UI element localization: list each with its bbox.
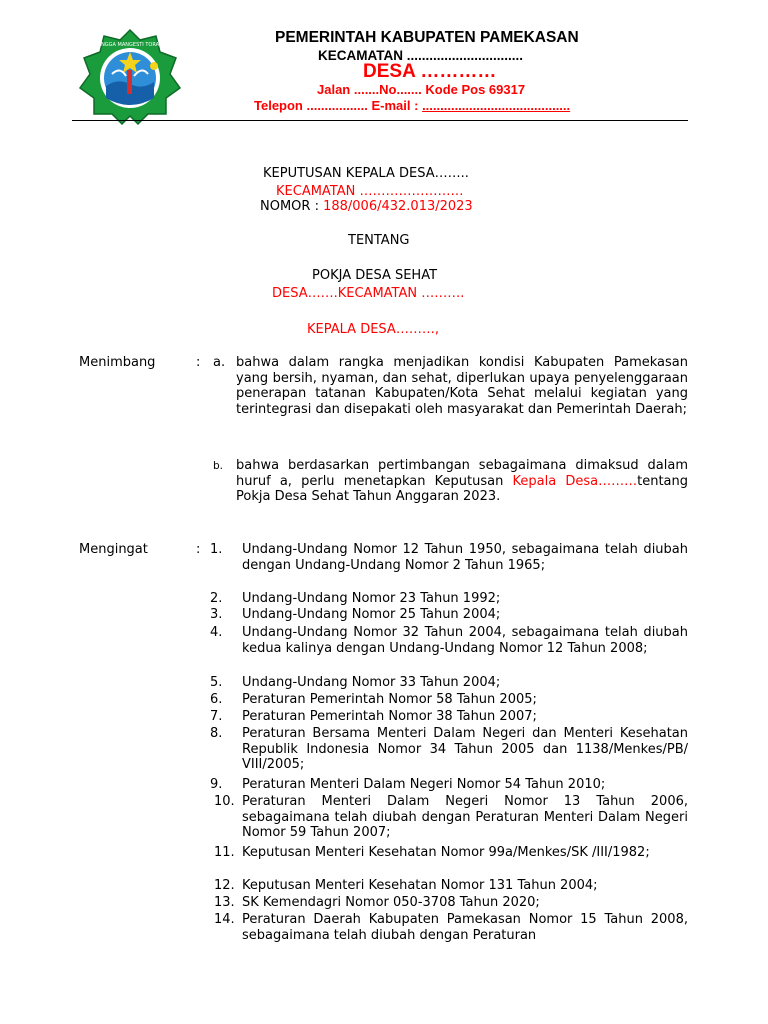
list-item: Peraturan Menteri Dalam Negeri Nomor 54 Tahun 2010; <box>242 777 606 792</box>
list-item: Peraturan Pemerintah Nomor 38 Tahun 2007; <box>242 709 537 724</box>
list-item: Undang-Undang Nomor 32 Tahun 2004, sebagaimana telah diubah kedua kalinya dengan Undang-Undang Nomor 12 Tahun 2008; <box>242 625 688 656</box>
mengingat-label: Mengingat <box>79 542 148 557</box>
menimbang-b-post: tentang Pokja Desa Sehat Tahun Anggaran 2023. <box>236 473 688 504</box>
letterhead-phone: Telepon ................. E-mail : <box>254 98 423 113</box>
list-item: Keputusan Menteri Kesehatan Nomor 131 Tahun 2004; <box>242 878 598 893</box>
letterhead-email: ......................................... <box>422 98 571 113</box>
mengingat-colon: : <box>196 542 201 557</box>
letterhead-divider <box>72 120 688 121</box>
list-item: SK Kemendagri Nomor 050-3708 Tahun 2020; <box>242 895 540 910</box>
kepala-desa-heading: KEPALA DESA………, <box>307 322 439 337</box>
menimbang-b-pre: bahwa berdasarkan pertimbangan sebagaimana dimaksud dalam huruf a, perlu menetapkan Keputusan <box>236 458 688 489</box>
list-number: 13. <box>214 895 235 910</box>
list-number: 14. <box>214 912 235 927</box>
list-item: Peraturan Menteri Dalam Negeri Nomor 13 Tahun 2006, sebagaimana telah diubah dengan Peraturan Menteri Dalam Negeri Nomor 59 Tahun 2007; <box>242 794 688 840</box>
list-number: 7. <box>210 709 223 724</box>
tentang-heading: TENTANG <box>348 233 410 248</box>
list-number: 8. <box>210 726 223 741</box>
list-number: 6. <box>210 692 223 707</box>
menimbang-b-text <box>236 458 688 505</box>
list-item: Undang-Undang Nomor 12 Tahun 1950, sebagaimana telah diubah dengan Undang-Undang Nomor 2 Tahun 1965; <box>242 542 688 573</box>
list-item: Peraturan Daerah Kabupaten Pamekasan Nomor 15 Tahun 2008, sebagaimana telah diubah dengan Peraturan <box>242 912 688 943</box>
list-item: Peraturan Bersama Menteri Dalam Negeri dan Menteri Kesehatan Republik Indonesia Nomor 34 Tahun 2005 dan 1138/Menkes/PB/ VIII/2005; <box>242 726 688 772</box>
nomor-value: 188/006/432.013/2023 <box>323 199 473 214</box>
letterhead-district: KECAMATAN ............................... <box>318 48 524 63</box>
list-number: 5. <box>210 675 223 690</box>
menimbang-a-mark: a. <box>213 355 226 370</box>
menimbang-b-mark: b. <box>213 460 224 472</box>
list-number: 4. <box>210 625 223 640</box>
list-item: Keputusan Menteri Kesehatan Nomor 99a/Menkes/SK /III/1982; <box>242 845 650 860</box>
letterhead-contact <box>254 98 768 113</box>
letterhead-village: DESA ………… <box>363 61 497 82</box>
menimbang-b-red: Kepala Desa……… <box>512 473 638 489</box>
decree-subject: POKJA DESA SEHAT <box>312 268 438 283</box>
nomor-label: NOMOR : <box>260 199 324 214</box>
list-item: Undang-Undang Nomor 33 Tahun 2004; <box>242 675 501 690</box>
letterhead-address: Jalan .......No....... Kode Pos 69317 <box>317 82 526 97</box>
list-number: 12. <box>214 878 235 893</box>
list-number: 10. <box>214 794 235 809</box>
list-item: Undang-Undang Nomor 25 Tahun 2004; <box>242 607 501 622</box>
list-number: 2. <box>210 591 223 606</box>
decree-number <box>260 199 473 214</box>
list-item: Peraturan Pemerintah Nomor 58 Tahun 2005; <box>242 692 537 707</box>
regency-emblem-logo <box>76 26 184 126</box>
list-number: 11. <box>214 845 235 860</box>
list-number: 9. <box>210 777 223 792</box>
menimbang-a-text: bahwa dalam rangka menjadikan kondisi Kabupaten Pamekasan yang bersih, nyaman, dan sehat, diperlukan upaya penyelenggaraan penerapan tatanan Kabupaten/Kota Sehat melalui kegiatan yang terintegrasi dan disepakati oleh masyarakat dan Pemerintah Daerah; <box>236 355 688 417</box>
decree-district: KECAMATAN …………………… <box>276 184 464 199</box>
logo-text: MANGGA MANGESTI TORANG <box>93 42 167 48</box>
menimbang-colon: : <box>196 355 201 370</box>
decree-location: DESA…….KECAMATAN ………. <box>272 286 465 301</box>
list-number: 1. <box>210 542 223 557</box>
menimbang-label: Menimbang <box>79 355 156 370</box>
decree-title: KEPUTUSAN KEPALA DESA…….. <box>263 166 469 181</box>
letterhead-government: PEMERINTAH KABUPATEN PAMEKASAN <box>275 29 579 46</box>
list-number: 3. <box>210 607 223 622</box>
list-item: Undang-Undang Nomor 23 Tahun 1992; <box>242 591 501 606</box>
